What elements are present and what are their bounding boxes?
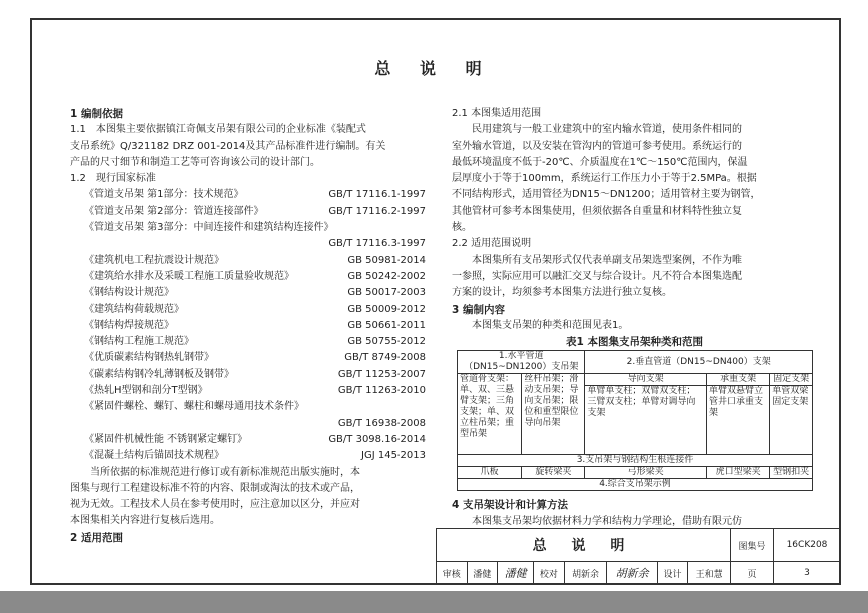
standard-ref [70,220,430,236]
standard-code: GB 50009-2012 [347,303,426,315]
para-1-1-line2: 支吊系统》Q/321182 DRZ 001-2014及其产品标准件进行编制。有关 [70,140,386,152]
para-2-1-line2: 室外输水管道，以及安装在管沟内的管道可参考使用。系统运行的 [452,140,742,152]
standard-code: GB/T 8749-2008 [344,352,426,364]
standard-name: 《管道支吊架 第3部分：中间连接件和建筑结构连接件》 [84,222,334,234]
section-heading-4: 4 支吊架设计和计算方法 [452,499,568,512]
standard-ref [70,416,430,432]
standard-name: 《钢结构工程施工规范》 [84,336,194,348]
table-cell: 丝杆吊架；滑动支吊架；导向支吊架；限位和重型限位导向吊架 [522,374,585,455]
standard-code: GB/T 17116.3-1997 [328,238,426,250]
checker-signature: 胡新余 [607,562,658,585]
para-2-1-line4: 层厚度小于等于100mm，系统运行工作压力小于等于2.5MPa。根据 [452,173,757,185]
title-block-table [436,528,841,585]
standard-ref [70,350,430,366]
para-1-2: 1.2 现行国家标准 [70,173,156,185]
standard-name: 《建筑结构荷载规范》 [84,303,184,315]
atlas-number: 16CK208 [774,529,841,562]
check-label: 校对 [534,562,565,585]
standard-ref [70,285,430,301]
section-heading-1: 1 编制依据 [70,108,123,120]
right-column [452,106,817,530]
page-label: 页 [731,562,774,585]
standard-code: GB/T 17116.2-1997 [328,205,426,217]
atlas-label: 图集号 [731,529,774,562]
review-label: 审核 [437,562,468,585]
standard-name: 《管道支吊架 第2部分：管道连接部件》 [84,205,264,217]
para-2-2-heading: 2.2 适用范围说明 [452,238,532,250]
support-type-table [457,350,813,491]
reviewer-name: 潘健 [467,562,498,585]
standard-name: 《紧固件机械性能 不锈钢紧定螺钉》 [84,433,248,445]
table-row-connectors: 3.支吊架与钢结构生根连接件 [458,455,813,467]
section-heading-2: 2 适用范围 [70,531,123,544]
standard-code: GB/T 17116.1-1997 [328,189,426,201]
standard-code [426,399,430,415]
standard-code: JGJ 145-2013 [361,450,426,462]
table-head-vertical: 2.垂直管道（DN15~DN400）支架 [585,351,813,374]
table-row-examples: 4.综合支吊架示例 [458,479,813,491]
standard-name: 《优质碳素结构钢热轧钢带》 [84,352,214,364]
standard-ref [70,253,430,269]
page-number: 3 [774,562,841,585]
standard-code: GB/T 11263-2010 [337,385,426,397]
closing-line2: 图集与现行工程建设标准不符的内容、限制或淘汰的技术或产品， [70,482,360,494]
para-2-1-line6: 其他管材可参考本图集使用，但须依据各自重量和材料特性独立复 [452,205,742,217]
standard-name: 《建筑给水排水及采暖工程施工质量验收规范》 [84,270,294,282]
standard-code: GB/T 11253-2007 [337,368,426,380]
table-head-horizontal: 1.水平管道（DN15~DN1200）支吊架 [458,351,585,374]
left-column [70,106,430,546]
para-2-1-line1: 民用建筑与一般工业建筑中的室内输水管道，使用条件相同的 [472,124,742,136]
para-2-1-line7: 核。 [452,222,472,234]
standard-name: 《碳素结构钢冷轧薄钢板及钢带》 [84,368,234,380]
standard-name: 《钢结构焊接规范》 [84,319,174,331]
table-cell: 单臂单支柱；双臂双支柱；三臂双支柱；单臂对调导向支架 [585,386,707,455]
table-cell: 旋转梁夹 [522,467,585,479]
standard-ref [70,432,430,448]
standard-code: GB 50755-2012 [347,336,426,348]
standard-code: GB 50981-2014 [347,254,426,266]
standard-ref [70,367,430,383]
standard-code: GB/T 16938-2008 [337,417,426,429]
standard-code: GB 50017-2003 [347,287,426,299]
standard-name: 《钢结构设计规范》 [84,287,174,299]
standard-code: GB 50661-2011 [347,319,426,331]
standard-name: 《紧固件螺栓、螺钉、螺柱和螺母通用技术条件》 [84,401,304,413]
table-cell: 弓形梁夹 [585,467,707,479]
checker-name: 胡新余 [564,562,607,585]
title-block-name: 总 说 明 [437,529,731,562]
standard-code [426,220,430,236]
table-cell: 管道骨支架：单、双、三悬臂支架；三角支架；单、双立柱吊架；重型吊架 [458,374,522,455]
standard-name: 《热轧H型钢和剖分T型钢》 [84,385,208,397]
standard-name: 《建筑机电工程抗震设计规范》 [84,254,224,266]
standard-ref [70,383,430,399]
standard-ref [70,399,430,415]
standard-name: 《混凝土结构后锚固技术规程》 [84,450,224,462]
page-title: 总 说 明 [374,59,494,78]
table-cell: 单臂双悬臂立管井口承重支架 [706,386,769,455]
para-1-1-line1: 1.1 本图集主要依据镇江奇佩支吊架有限公司的企业标准《装配式 [70,124,366,136]
standard-code: GB 50242-2002 [347,270,426,282]
bottom-band [0,591,868,613]
standard-ref [70,204,430,220]
para-2-2-line1: 本图集所有支吊架形式仅代表单副支吊架选型案例，不作为唯 [472,254,742,266]
reviewer-signature: 潘健 [498,562,534,585]
para-2-1-line3: 最低环境温度不低于-20℃、介质温度在1℃～150℃范围内，保温 [452,156,748,168]
para-2-1-line5: 不同结构形式，适用管径为DN15～DN1200；适用管材主要为钢管， [452,189,761,201]
standard-ref [70,334,430,350]
standard-ref [70,236,430,252]
standard-ref [70,269,430,285]
table-title: 表1 本图集支吊架种类和范围 [566,336,703,349]
standard-ref [70,448,430,464]
para-1-1-line3: 产品的尺寸细节和制造工艺等可咨询该公司的设计部门。 [70,156,320,168]
table-subhead: 导向支架 [585,374,707,386]
closing-line4: 本图集相关内容进行复核后选用。 [70,515,220,527]
para-2-1-heading: 2.1 本图集适用范围 [452,108,542,119]
table-cell: 单管双梁固定支架 [770,386,813,455]
standard-code: GB/T 3098.16-2014 [328,433,426,445]
table-cell: 爪板 [458,467,522,479]
closing-line1: 当所依据的标准规范进行修订或有新标准规范出版实施时，本 [90,466,360,478]
para-2-2-line3: 方案的设计，均须参考本图集方法进行独立复核。 [452,287,672,299]
para-2-2-line2: 一参照，实际应用可以融汇交叉与综合设计。凡不符合本图集选配 [452,270,742,282]
standard-ref [70,302,430,318]
title-block [436,528,841,585]
section-heading-3: 3 编制内容 [452,303,505,316]
table-subhead: 固定支架 [770,374,813,386]
section-3-text: 本图集支吊架的种类和范围见表1。 [472,319,629,331]
table-cell: 型钢扣夹 [770,467,813,479]
section-4-text: 本图集支吊架均依据材料力学和结构力学理论，借助有限元仿 [472,515,742,527]
closing-line3: 视为无效。工程技术人员在参考使用时，应注意加以区分，并应对 [70,499,360,511]
designer-name: 王和慧 [688,562,731,585]
standard-ref [70,318,430,334]
design-label: 设计 [657,562,688,585]
standard-name: 《管道支吊架 第1部分：技术规范》 [84,189,244,201]
table-cell: 虎口型梁夹 [706,467,769,479]
standard-ref [70,187,430,203]
table-subhead: 承重支架 [706,374,769,386]
